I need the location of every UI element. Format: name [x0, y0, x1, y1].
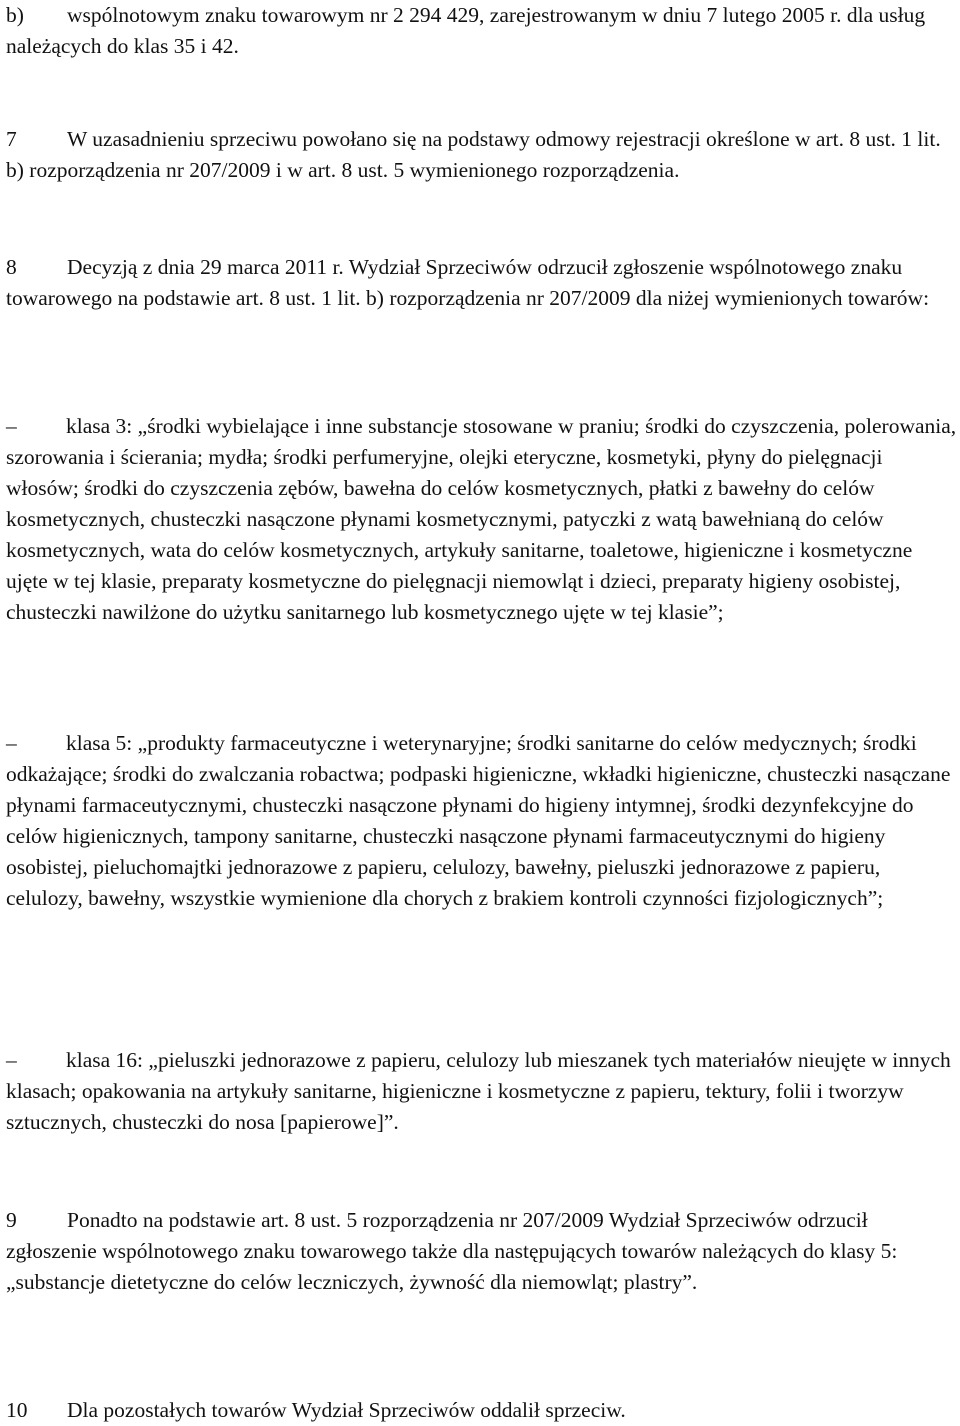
paragraph-text: Ponadto na podstawie art. 8 ust. 5 rozporządzenia nr 207/2009 Wydział Sprzeciwów odrzucił zgłoszenie wspólnotowego znaku towarowego także dla następujących towarów należących do klasy 5: „substancje dietetyczne do celów leczniczych, żywność dla niemowląt; plastry”. — [6, 1208, 898, 1294]
paragraph-9 — [6, 1205, 958, 1298]
list-dash: – — [6, 1048, 17, 1072]
paragraph-text: wspólnotowym znaku towarowym nr 2 294 429, zarejestrowanym w dniu 7 lutego 2005 r. dla usług należących do klas 35 i 42. — [6, 3, 926, 58]
paragraph-text: Decyzją z dnia 29 marca 2011 r. Wydział Sprzeciwów odrzucił zgłoszenie wspólnotowego znaku towarowego na podstawie art. 8 ust. 1 lit. b) rozporządzenia nr 207/2009 dla niżej wymienionych towarów: — [6, 255, 930, 310]
list-dash: – — [6, 414, 17, 438]
paragraph-10 — [6, 1395, 958, 1426]
paragraph-b — [6, 0, 958, 62]
paragraph-text: Dla pozostałych towarów Wydział Sprzeciwów oddalił sprzeciw. — [67, 1398, 626, 1422]
paragraph-7 — [6, 124, 958, 186]
list-item-text: klasa 5: „produkty farmaceutyczne i weterynaryjne; środki sanitarne do celów medycznych; środki odkażające; środki do zwalczania robactwa; podpaski higieniczne, wkładki higieniczne, chusteczki nasączane płynami farmaceutycznymi, chusteczki nasączone płynami do higieny intymnej, środki dezynfekcyjne do celów higienicznych, tampony sanitarne, chusteczki nasączone płynami farmaceutycznymi do higieny osobistej, pieluchomajtki jednorazowe z papieru, celulozy, bawełny, pieluszki jednorazowe z papieru, celulozy, bawełny, wszystkie wymienione dla chorych z brakiem kontroli czynności fizjologicznych”; — [6, 731, 951, 910]
list-dash: – — [6, 731, 17, 755]
paragraph-number: 7 — [6, 127, 17, 151]
paragraph-text: W uzasadnieniu sprzeciwu powołano się na podstawy odmowy rejestracji określone w art. 8 ust. 1 lit. b) rozporządzenia nr 207/2009 i w art. 8 ust. 5 wymienionego rozporządzenia. — [6, 127, 941, 182]
paragraph-number: 8 — [6, 255, 17, 279]
list-item-text: klasa 16: „pieluszki jednorazowe z papieru, celulozy lub mieszanek tych materiałów nieujęte w innych klasach; opakowania na artykuły sanitarne, higieniczne i kosmetyczne z papieru, tektury, folii i tworzyw sztucznych, chusteczki do nosa [papierowe]”. — [6, 1048, 951, 1134]
list-item-text: klasa 3: „środki wybielające i inne substancje stosowane w praniu; środki do czyszczenia, polerowania, szorowania i ścierania; mydła; środki perfumeryjne, olejki eteryczne, kosmetyki, płyny do pielęgnacji włosów; środki do czyszczenia zębów, bawełna do celów kosmetycznych, płatki z bawełny do celów kosmetycznych, chusteczki nasączone płynami kosmetycznymi, patyczki z watą bawełnianą do celów kosmetycznych, wata do celów kosmetycznych, artykuły sanitarne, toaletowe, higieniczne i kosmetyczne ujęte w tej klasie, preparaty kosmetyczne do pielęgnacji niemowląt i dzieci, preparaty higieny osobistej, chusteczki nawilżone do użytku sanitarnego lub kosmetycznego ujęte w tej klasie”; — [6, 414, 957, 624]
paragraph-number: 9 — [6, 1208, 17, 1232]
paragraph-marker: b) — [6, 3, 24, 27]
list-item-class-5 — [6, 728, 958, 914]
paragraph-number: 10 — [6, 1398, 28, 1422]
list-item-class-3 — [6, 411, 958, 628]
list-item-class-16 — [6, 1045, 958, 1138]
paragraph-8 — [6, 252, 958, 314]
